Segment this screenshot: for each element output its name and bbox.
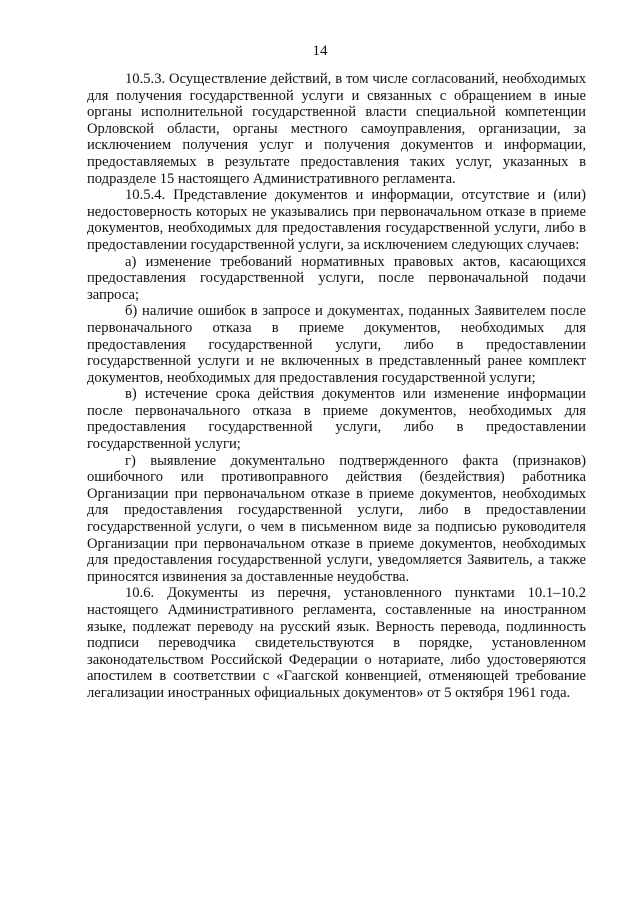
document-body [87, 71, 586, 702]
list-item-g: г) выявление документально подтвержденного факта (признаков) ошибочного или противоправного действия (бездействия) работника Организации при первоначальном отказе в приеме документов, необходимых для предоставления государственной услуги, либо в предоставлении государственной услуги, о чем в письменном виде за подписью руководителя Организации при первоначальном отказе в приеме документов, необходимых для предоставления государственной услуги, уведомляется Заявитель, а также приносятся извинения за доставленные неудобства. [87, 452, 586, 585]
list-item-a: а) изменение требований нормативных правовых актов, касающихся предоставления государственной услуги, после первоначальной подачи запроса; [87, 253, 586, 303]
paragraph-10-5-3: 10.5.3. Осуществление действий, в том числе согласований, необходимых для получения государственной услуги и связанных с обращением в иные органы исполнительной государственной власти специальной компетенции Орловской области, органы местного самоуправления, организации, за исключением получения услуг и получения документов и информации, предоставляемых в результате предоставления таких услуг, указанных в подразделе 15 настоящего Административного регламента. [87, 71, 586, 187]
list-item-v: в) истечение срока действия документов или изменение информации после первоначального отказа в приеме документов, необходимых для предоставления государственной услуги, либо в предоставлении государственной услуги; [87, 386, 586, 453]
list-item-b: б) наличие ошибок в запросе и документах, поданных Заявителем после первоначального отказа в приеме документов, необходимых для предоставления государственной услуги, либо в предоставлении государственной услуги и не включенных в представленный ранее комплект документов, необходимых для предоставления государственной услуги; [87, 303, 586, 386]
page-number: 14 [312, 43, 328, 59]
paragraph-10-6: 10.6. Документы из перечня, установленного пунктами 10.1–10.2 настоящего Административного регламента, составленные на иностранном языке, подлежат переводу на русский язык. Верность перевода, подлинность подписи переводчика свидетельствуются в порядке, установленном законодательством Российской Федерации о нотариате, либо удостоверяются апостилем в соответствии с «Гаагской конвенцией, отменяющей требование легализации иностранных официальных документов» от 5 октября 1961 года. [87, 585, 586, 701]
paragraph-10-5-4: 10.5.4. Представление документов и информации, отсутствие и (или) недостоверность которых не указывались при первоначальном отказе в приеме документов, необходимых для предоставления государственной услуги, либо в предоставлении государственной услуги, за исключением следующих случаев: [87, 187, 586, 253]
